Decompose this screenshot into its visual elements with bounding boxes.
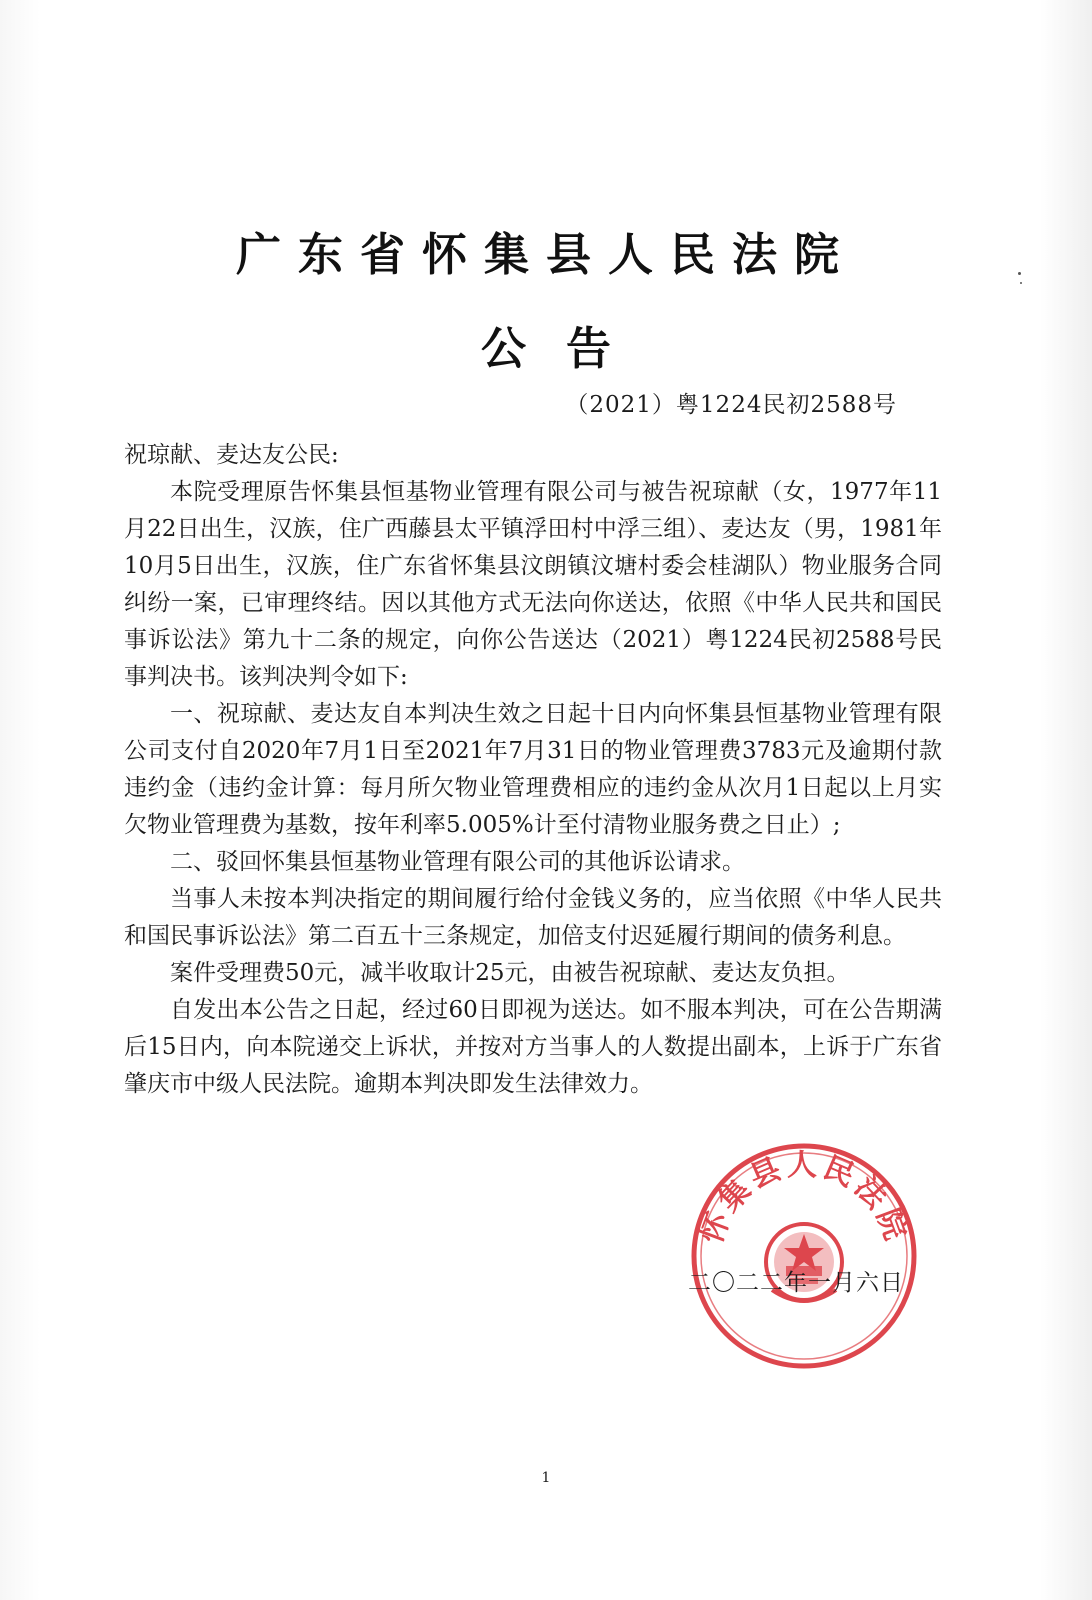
body-paragraph-court-fee: 案件受理费50元，减半收取计25元，由被告祝琼献、麦达友负担。 — [170, 960, 850, 986]
svg-text:怀集县人民法院: 怀集县人民法院 — [694, 1147, 914, 1249]
announcement-title: 公告 — [480, 322, 651, 375]
court-seal-stamp — [688, 1140, 920, 1372]
page-number: 1 — [541, 1470, 551, 1486]
scan-speck — [1020, 282, 1022, 284]
addressee-line: 祝琼献、麦达友公民: — [124, 442, 339, 468]
scan-speck — [1018, 272, 1021, 275]
court-name-heading: 广东省怀集县人民法院 — [235, 228, 856, 281]
case-number: （2021）粤1224民初2588号 — [565, 392, 897, 418]
body-paragraph-case-intro: 本院受理原告怀集县恒基物业管理有限公司与被告祝琼献（女，1977年11月22日出生，汉族，住广西藤县太平镇浮田村中浮三组）、麦达友（男，1981年10月5日出生，汉族，住广东省怀集县汶朗镇汶塘村委会桂湖队）物业服务合同纠纷一案，已审理终结。因以其他方式无法向你送达，依照《中华人民共和国民事诉讼法》第九十二条的规定，向你公告送达（2021）粤1224民初2588号民事判决书。该判决判令如下: — [124, 479, 942, 690]
body-paragraph-ruling-two: 二、驳回怀集县恒基物业管理有限公司的其他诉讼请求。 — [170, 849, 745, 875]
issue-date: 二〇二二年一月六日 — [688, 1270, 904, 1296]
body-paragraph-ruling-one: 一、祝琼献、麦达友自本判决生效之日起十日内向怀集县恒基物业管理有限公司支付自2020年7月1日至2021年7月31日的物业管理费3783元及逾期付款违约金（违约金计算：每月所欠物业管理费相应的违约金从次月1日起以上月实欠物业管理费为基数，按年利率5.005%计至付清物业服务费之日止）; — [124, 701, 942, 838]
announcement-body — [124, 474, 942, 1103]
body-paragraph-appeal-notice: 自发出本公告之日起，经过60日即视为送达。如不服本判决，可在公告期满后15日内，向本院递交上诉状，并按对方当事人的人数提出副本，上诉于广东省肇庆市中级人民法院。逾期本判决即发生法律效力。 — [124, 997, 942, 1097]
body-paragraph-delay-interest: 当事人未按本判决指定的期间履行给付金钱义务的，应当依照《中华人民共和国民事诉讼法》第二百五十三条规定，加倍支付迟延履行期间的债务利息。 — [124, 886, 942, 949]
